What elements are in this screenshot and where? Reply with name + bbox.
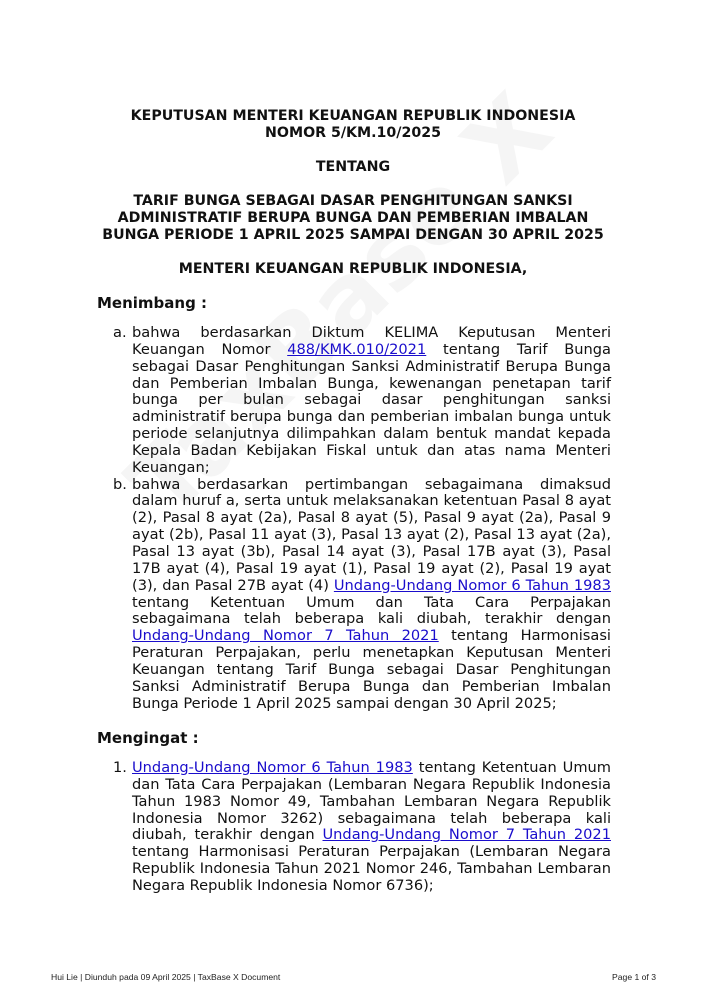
- link-kmk-488-2021[interactable]: 488/KMK.010/2021: [287, 340, 427, 358]
- authority-line: MENTERI KEUANGAN REPUBLIK INDONESIA,: [178, 261, 528, 277]
- link-uu-6-1983[interactable]: Undang-Undang Nomor 6 Tahun 1983: [132, 759, 413, 776]
- menimbang-item-b: b. bahwa berdasarkan pertimbangan sebagaimana dimaksud dalam huruf a, serta untuk melaksanakan ketentuan Pasal 8 ayat (2), Pasal 8 ayat (2a), Pasal 8 ayat (5), Pasal 9 ayat (2a), Pasal 9 ayat (2b), Pasal 11 ayat (3), Pasal 13 ayat (2), Pasal 13 ayat (2a), Pasal 13 ayat (3b), Pasal 14 ayat (3), Pasal 17B ayat (3), Pasal 17B ayat (4), Pasal 19 ayat (1), Pasal 19 ayat (2), Pasal 19 ayat (3), dan Pasal 27B ayat (4) Undang-Undang Nomor 6 Tahun 1983 tentang Ketentuan Umum dan Tata Cara Perpajakan sebagaimana telah beberapa kali diubah, terakhir dengan Undang-Undang Nomor 7 Tahun 2021 tentang Harmonisasi Peraturan Perpajakan, perlu menetapkan Keputusan Menteri Keuangan tentang Tarif Bunga sebagai Dasar Penghitungan Sanksi Administratif Berupa Bunga dan Pemberian Imbalan Bunga Periode 1 April 2025 sampai dengan 30 April 2025;: [113, 475, 611, 712]
- mengingat-list: [113, 760, 611, 895]
- menimbang-item-a: a. bahwa berdasarkan Diktum KELIMA Keputusan Menteri Keuangan Nomor 488/KMK.010/2021 tentang Tarif Bunga sebagai Dasar Penghitungan Sanksi Administratif Berupa Bunga dan Pemberian Imbalan Bunga, kewenangan penetapan tarif bunga per bulan sebagai dasar penghitungan sanksi administratif berupa bunga dan pemberian imbalan bunga untuk periode selanjutnya dilimpahkan dalam bentuk mandat kepada Kepala Badan Kebijakan Fiskal untuk dan atas nama Menteri Keuangan;: [113, 324, 611, 476]
- title-number: NOMOR 5/KM.10/2025: [265, 125, 441, 141]
- subject-line-1: TARIF BUNGA SEBAGAI DASAR PENGHITUNGAN SANKSI: [133, 193, 573, 209]
- list-marker: 1.: [113, 759, 127, 776]
- menimbang-list: [113, 325, 611, 712]
- document-title-block: [80, 108, 626, 278]
- link-uu-7-2021[interactable]: Undang-Undang Nomor 7 Tahun 2021: [322, 826, 611, 844]
- page-footer: [51, 972, 656, 982]
- subject-line-3: BUNGA PERIODE 1 APRIL 2025 SAMPAI DENGAN 30 APRIL 2025: [102, 227, 604, 243]
- mengingat-heading: Mengingat :: [97, 729, 199, 747]
- list-marker: a.: [113, 324, 127, 341]
- link-uu-7-2021[interactable]: Undang-Undang Nomor 7 Tahun 2021: [132, 627, 439, 645]
- title-line-1: KEPUTUSAN MENTERI KEUANGAN REPUBLIK INDONESIA: [130, 108, 576, 124]
- subject-line-2: ADMINISTRATIF BERUPA BUNGA DAN PEMBERIAN IMBALAN: [117, 210, 589, 226]
- link-uu-6-1983[interactable]: Undang-Undang Nomor 6 Tahun 1983: [333, 576, 611, 594]
- title-tentang: TENTANG: [315, 159, 391, 175]
- footer-download-info: Hui Lie | Diunduh pada 09 April 2025 | TaxBase X Document: [51, 972, 281, 982]
- list-marker: b.: [113, 475, 127, 493]
- menimbang-heading: Menimbang :: [97, 294, 208, 312]
- mengingat-item-1: 1. Undang-Undang Nomor 6 Tahun 1983 tentang Ketentuan Umum dan Tata Cara Perpajakan (Lembaran Negara Republik Indonesia Tahun 1983 Nomor 49, Tambahan Lembaran Negara Republik Indonesia Nomor 3262) sebagaimana telah beberapa kali diubah, terakhir dengan Undang-Undang Nomor 7 Tahun 2021 tentang Harmonisasi Peraturan Perpajakan (Lembaran Negara Republik Indonesia Tahun 2021 Nomor 246, Tambahan Lembaran Negara Republik Indonesia Nomor 6736);: [113, 759, 611, 894]
- page-number: Page 1 of 3: [612, 972, 656, 982]
